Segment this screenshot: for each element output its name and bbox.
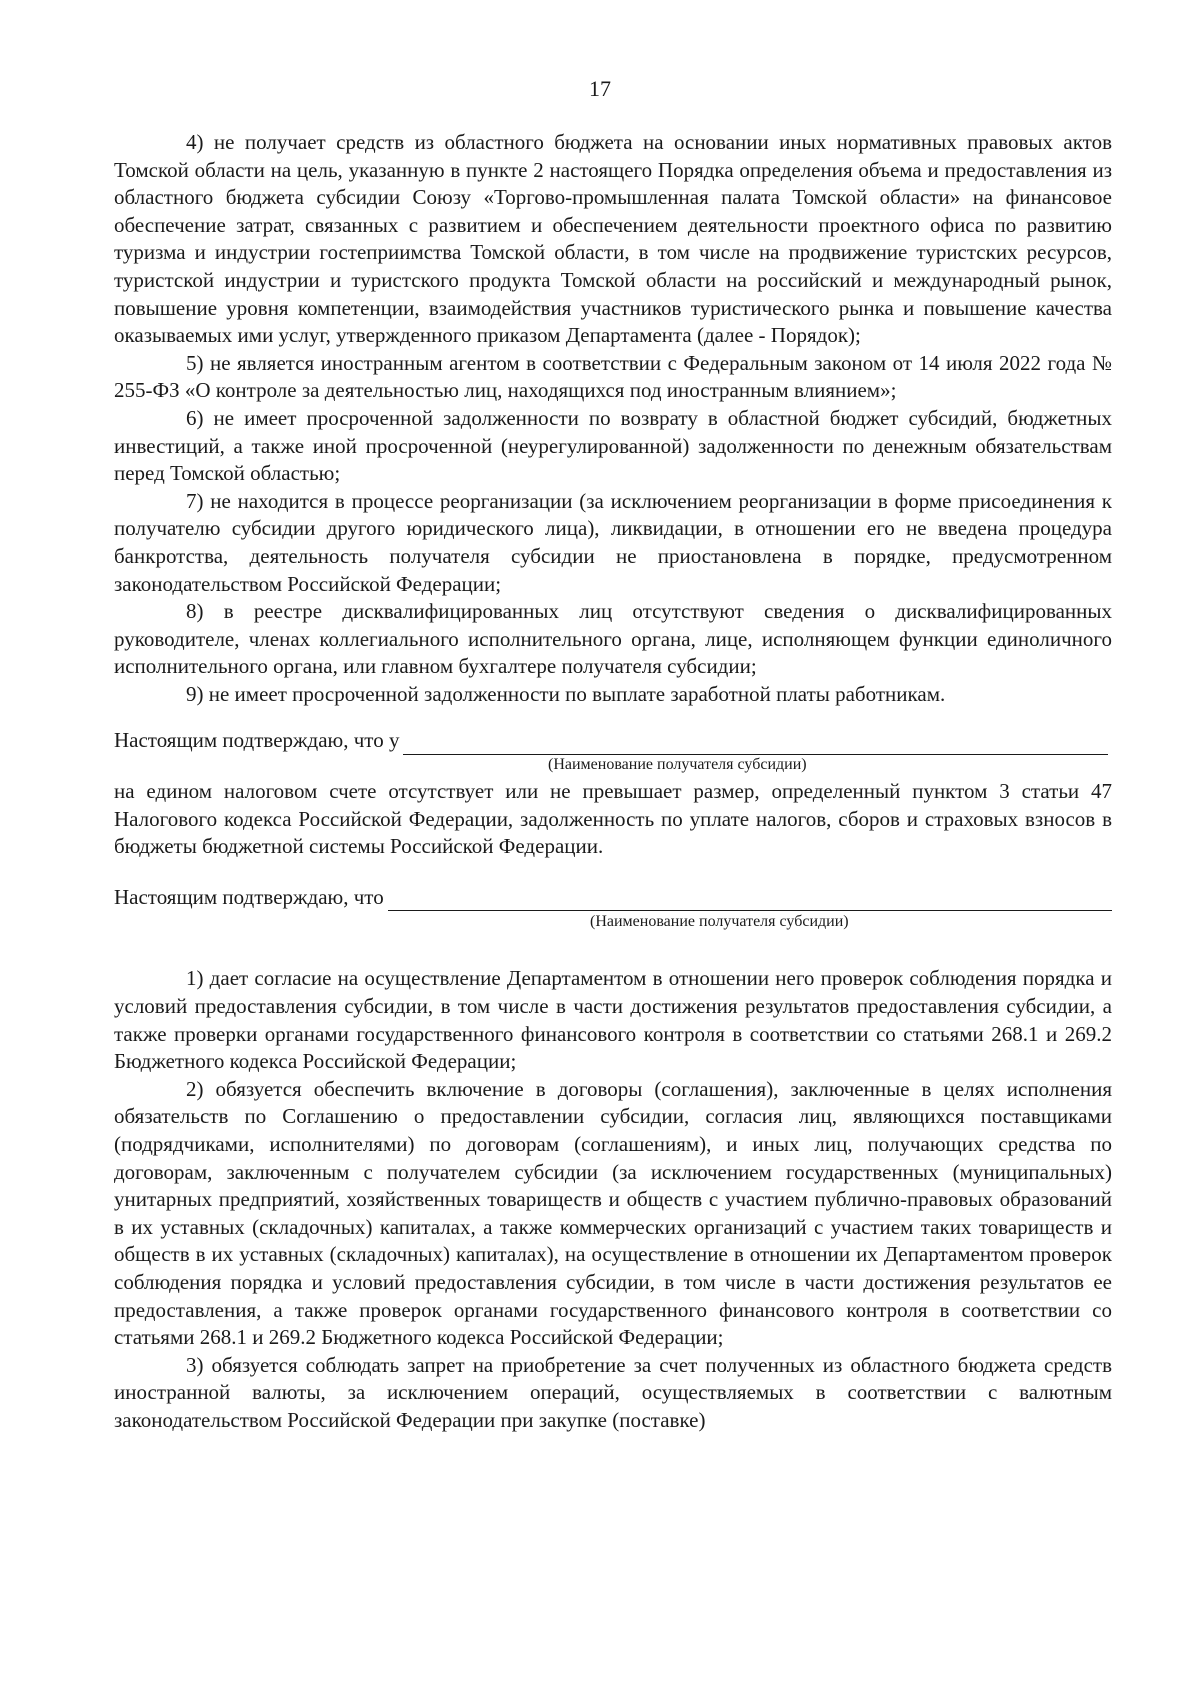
confirmation-block-1 bbox=[114, 727, 1112, 860]
confirmation-1-row bbox=[114, 727, 1108, 755]
confirmation-2-row bbox=[114, 884, 1112, 912]
obligation-3: 3) обязуется соблюдать запрет на приобретение за счет полученных из областного бюджета средств иностранной валюты, за исключением операций, осуществляемых в соответствии с валютным законодательством Российской Федерации при закупке (поставке) bbox=[114, 1352, 1112, 1432]
recipient-name-caption-1: (Наименование получателя субсидии) bbox=[548, 756, 807, 774]
obligation-2: 2) обязуется обеспечить включение в договоры (соглашения), заключенные в целях исполнения обязательств по Соглашению о предоставлении субсидии, согласия лиц, являющихся поставщиками (подрядчиками, исполнителями) по договорам (соглашениям), и иных лиц, получающих средства по договорам, заключенным с получателем субсидии (за исключением государственных (муниципальных) унитарных предприятий, хозяйственных товариществ и обществ с участием публично-правовых образований в их уставных (складочных) капиталах, а также коммерческих организаций с участием таких товариществ и обществ в их уставных (складочных) капиталах), на осуществление в отношении их Департаментом проверок соблюдения порядка и условий предоставления субсидии, в том числе в части достижения результатов ее предоставления, а также проверок органами государственного финансового контроля в соответствии со статьями 268.1 и 269.2 Бюджетного кодекса Российской Федерации; bbox=[114, 1076, 1112, 1350]
confirmation-block-2 bbox=[114, 884, 1112, 933]
document-body bbox=[114, 129, 1112, 1435]
recipient-name-line-1[interactable] bbox=[403, 734, 1108, 755]
recipient-name-caption-2: (Наименование получателя субсидии) bbox=[590, 913, 849, 931]
confirmation-1-prefix: Настоящим подтверждаю, что у bbox=[114, 728, 400, 753]
item-5: 5) не является иностранным агентом в соответствии с Федеральным законом от 14 июля 2022 года № 255-ФЗ «О контроле за деятельностью лиц, находящихся под иностранным влиянием»; bbox=[114, 350, 1112, 403]
item-7: 7) не находится в процессе реорганизации (за исключением реорганизации в форме присоединения к получателю субсидии другого юридического лица), ликвидации, в отношении его не введена процедура банкротства, деятельность получателя субсидии не приостановлена в порядке, предусмотренном законодательством Российской Федерации; bbox=[114, 488, 1112, 596]
item-8: 8) в реестре дисквалифицированных лиц отсутствуют сведения о дисквалифицированных руководителе, членах коллегиального исполнительного органа, лице, исполняющем функции единоличного исполнительного органа, или главном бухгалтере получателя субсидии; bbox=[114, 599, 1112, 679]
obligations-list bbox=[114, 965, 1112, 1434]
obligation-1: 1) дает согласие на осуществление Департаментом в отношении него проверок соблюдения порядка и условий предоставления субсидии, в том числе в части достижения результатов предоставления субсидии, а также проверки органами государственного финансового контроля в соответствии со статьями 268.1 и 269.2 Бюджетного кодекса Российской Федерации; bbox=[114, 966, 1112, 1074]
confirmation-2-prefix: Настоящим подтверждаю, что bbox=[114, 884, 384, 909]
item-4: 4) не получает средств из областного бюджета на основании иных нормативных правовых актов Томской области на цель, указанную в пункте 2 настоящего Порядка определения объема и предоставления из областного бюджета субсидии Союзу «Торгово-промышленная палата Томской области» на финансовое обеспечение затрат, связанных с развитием и обеспечением деятельности проектного офиса по развитию туризма и индустрии гостеприимства Томской области, в том числе на продвижение туристских ресурсов, туристской индустрии и туристского продукта Томской области на российский и международный рынок, повышение уровня компетенции, взаимодействия участников туристического рынка и повышение качества оказываемых ими услуг, утвержденного приказом Департамента (далее - Порядок); bbox=[114, 130, 1112, 348]
item-9: 9) не имеет просроченной задолженности по выплате заработной платы работникам. bbox=[186, 681, 946, 706]
page-number: 17 bbox=[589, 76, 611, 101]
recipient-name-line-2[interactable] bbox=[388, 890, 1112, 911]
confirmation-1-text: на едином налоговом счете отсутствует или не превышает размер, определенный пунктом 3 статьи 47 Налогового кодекса Российской Федерации, задолженность по уплате налогов, сборов и страховых взносов в бюджеты бюджетной системы Российской Федерации. bbox=[114, 779, 1112, 859]
item-6: 6) не имеет просроченной задолженности по возврату в областной бюджет субсидий, бюджетных инвестиций, а также иной просроченной (неурегулированной) задолженности по денежным обязательствам перед Томской областью; bbox=[114, 405, 1112, 486]
